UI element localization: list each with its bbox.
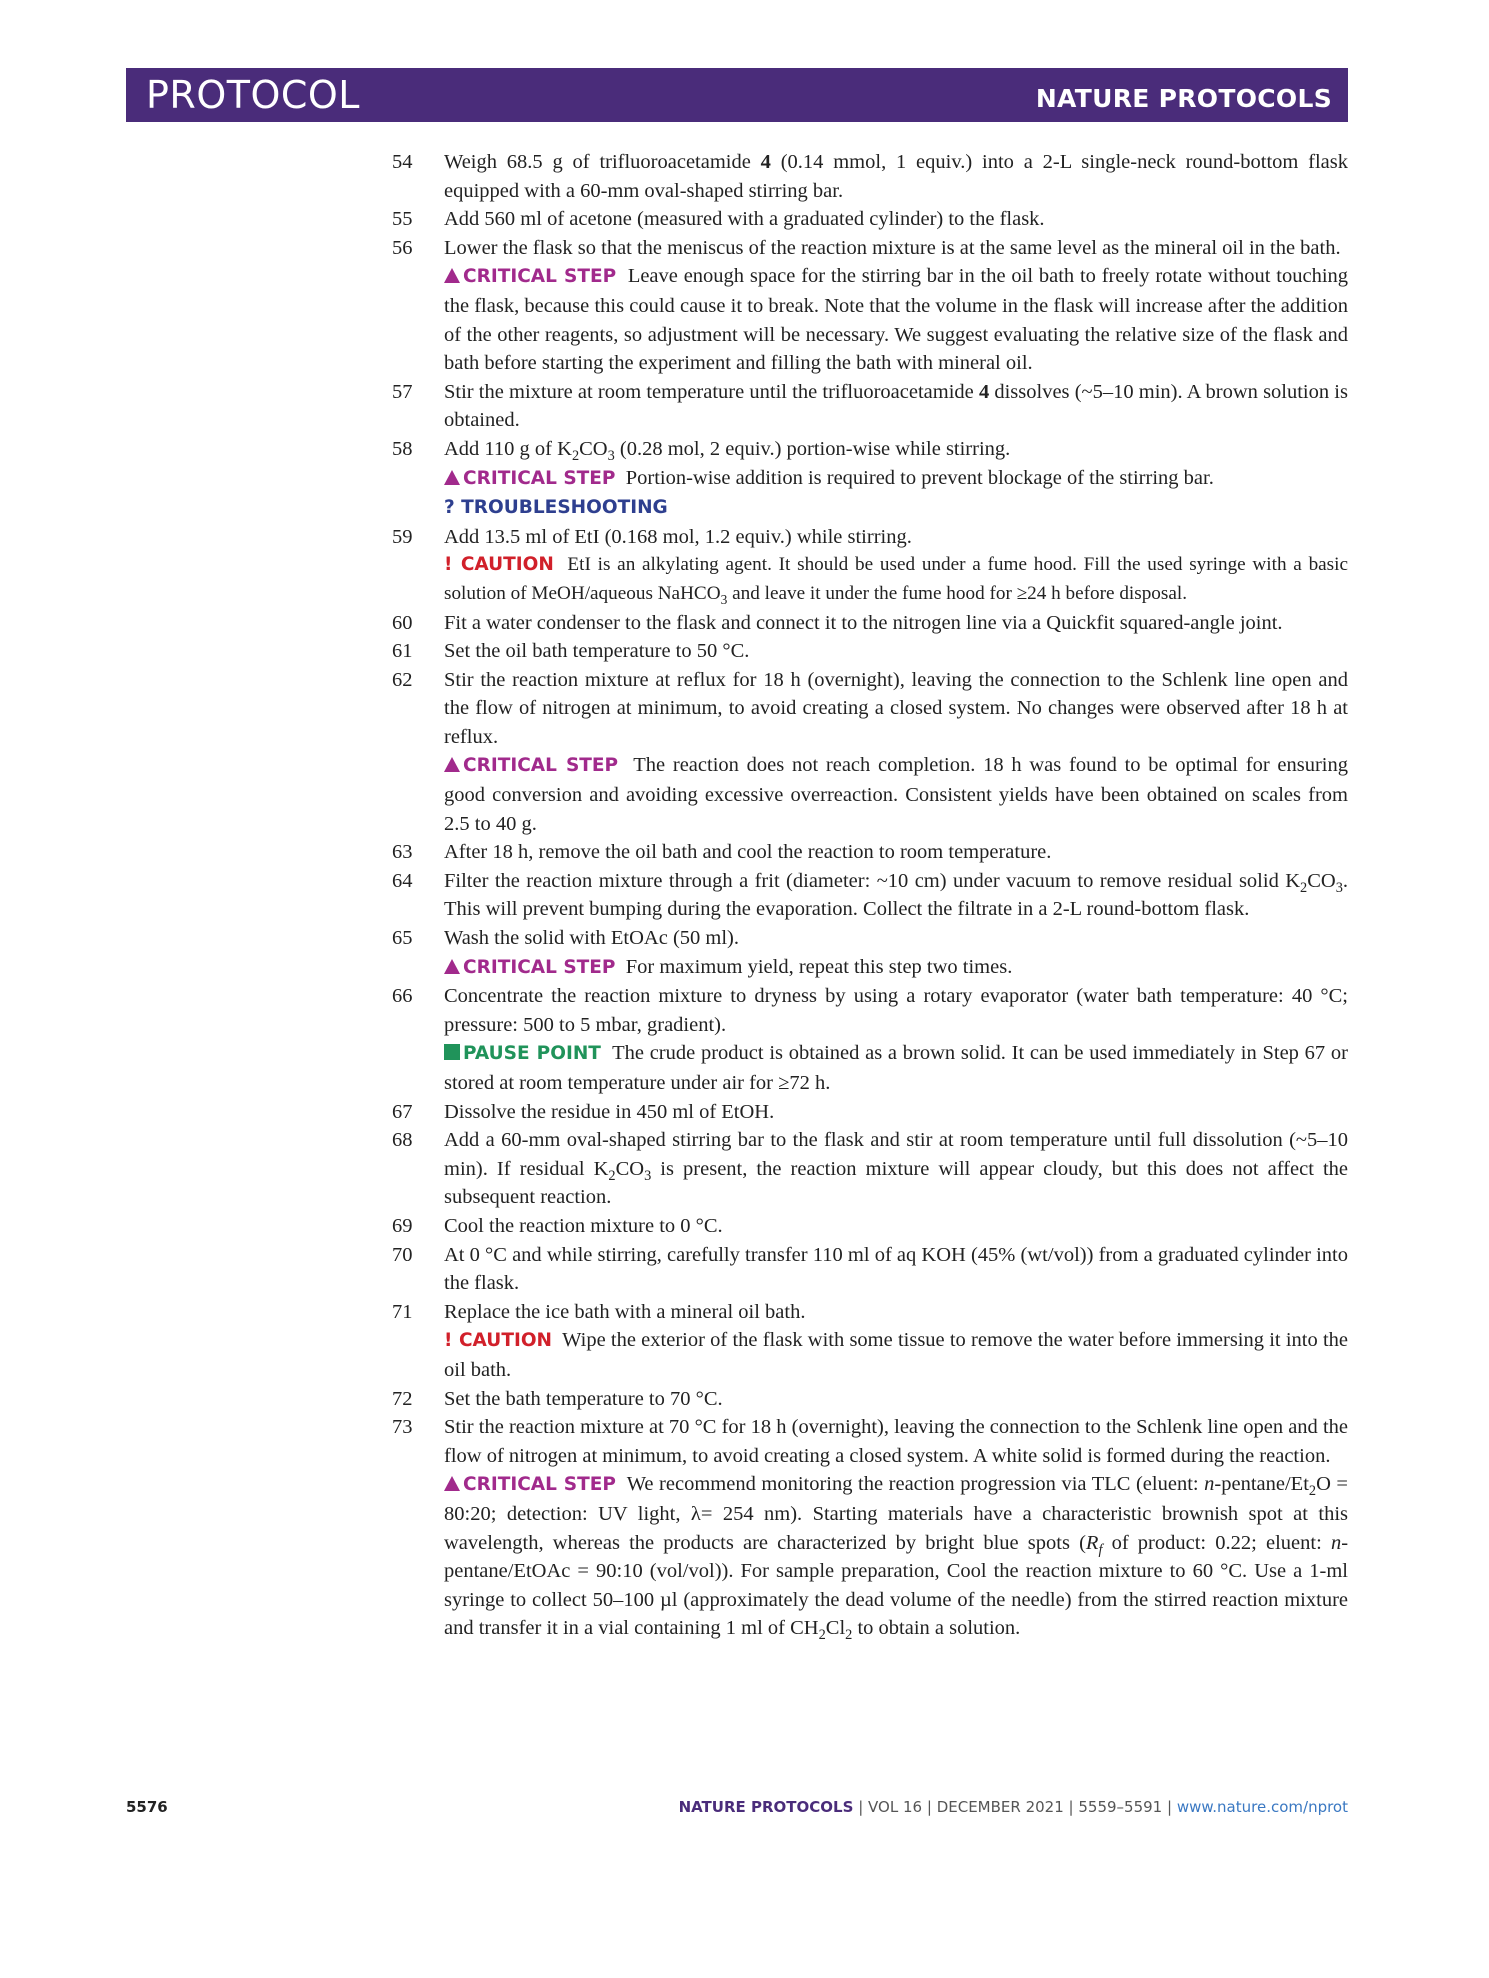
critical-step-note: CRITICAL STEP Leave enough space for the stirring bar in the oil bath to freely rotate without touching the flask, because this could cause it to break. Note that the volume in the flask will increase after the addition of the other reagents, so adjustment will be necessary. We suggest evaluating the relative size of the flask and bath before starting the experiment and filling the bath with mineral oil.	[444, 265, 1349, 375]
step-text: Stir the reaction mixture at 70 °C for 18 h (overnight), leaving the connection to the Schlenk line open and the flow of nitrogen at minimum, to avoid creating a closed system. A white solid is formed during the reaction.	[444, 1416, 1348, 1467]
step-60	[392, 609, 1348, 638]
triangle-icon	[444, 757, 460, 772]
step-number: 56	[392, 236, 413, 259]
step-text: Dissolve the residue in 450 ml of EtOH.	[444, 1100, 775, 1123]
step-59	[392, 523, 1348, 609]
triangle-icon	[444, 959, 460, 974]
step-text: Set the oil bath temperature to 50 °C.	[444, 640, 750, 663]
step-text: Add 110 g of $K_2CO_3$ (0.28 mol, 2 equiv.) portion-wise while stirring.	[444, 437, 1011, 465]
critical-step-note: CRITICAL STEP The reaction does not reach completion. 18 h was found to be optimal for ensuring good conversion and avoiding excessive overreaction. Consistent yields have been obtained on scales from 2.5 to 40 g.	[444, 754, 1348, 835]
step-text: Concentrate the reaction mixture to dryness by using a rotary evaporator (water bath temperature: 40 °C; pressure: 500 to 5 mbar, gradient).	[444, 985, 1348, 1036]
critical-step-note: CRITICAL STEP For maximum yield, repeat this step two times.	[444, 953, 1348, 983]
step-55	[392, 205, 1348, 234]
step-number: 59	[392, 525, 413, 548]
step-text: Stir the mixture at room temperature until the trifluoroacetamide 4 dissolves (~5–10 min). A brown solution is obtained.	[444, 380, 1348, 432]
step-61	[392, 637, 1348, 666]
step-text: Wash the solid with EtOAc (50 ml).	[444, 927, 739, 950]
step-text: Add 560 ml of acetone (measured with a graduated cylinder) to the flask.	[444, 208, 1045, 231]
step-67	[392, 1098, 1348, 1127]
step-63	[392, 838, 1348, 867]
step-text: Weigh 68.5 g of trifluoroacetamide 4 (0.14 mmol, 1 equiv.) into a 2-L single-neck round-bottom flask equipped with a 60-mm oval-shaped stirring bar.	[444, 151, 1348, 202]
step-number: 63	[392, 841, 413, 864]
step-number: 66	[392, 985, 413, 1008]
step-number: 54	[392, 151, 413, 173]
step-number: 64	[392, 869, 413, 892]
troubleshooting-link[interactable]: ? TROUBLESHOOTING	[444, 497, 668, 519]
journal-url-link[interactable]: www.nature.com/nprot	[1176, 1798, 1348, 1816]
step-text: After 18 h, remove the oil bath and cool the reaction to room temperature.	[444, 841, 1052, 864]
step-text: Cool the reaction mixture to 0 °C.	[444, 1214, 723, 1237]
step-64	[392, 867, 1348, 924]
step-number: 61	[392, 640, 413, 663]
triangle-icon	[444, 1476, 460, 1491]
step-number: 69	[392, 1214, 413, 1237]
step-number: 62	[392, 668, 413, 691]
step-text: Lower the flask so that the meniscus of the reaction mixture is at the same level as the mineral oil in the bath.	[444, 236, 1341, 259]
step-54	[392, 148, 1348, 205]
step-text: Add 13.5 ml of EtI (0.168 mol, 1.2 equiv.) while stirring.	[444, 525, 912, 548]
step-65	[392, 924, 1348, 982]
step-69	[392, 1212, 1348, 1241]
page-number: 5576	[126, 1798, 168, 1816]
triangle-icon	[444, 268, 460, 283]
step-number: 72	[392, 1387, 413, 1410]
header-bar	[126, 68, 1348, 122]
step-number: 70	[392, 1243, 413, 1266]
section-label: PROTOCOL	[146, 73, 360, 117]
pause-point-note: PAUSE POINT The crude product is obtained as a brown solid. It can be used immediately in Step 67 or stored at room temperature under air for ≥72 h.	[444, 1042, 1348, 1094]
critical-step-note: CRITICAL STEP Portion-wise addition is required to prevent blockage of the stirring bar.	[444, 464, 1348, 494]
step-68	[392, 1126, 1348, 1212]
journal-name: NATURE PROTOCOLS	[1035, 83, 1332, 113]
step-number: 58	[392, 437, 413, 460]
step-number: 55	[392, 208, 413, 231]
step-71	[392, 1298, 1348, 1385]
step-text: Set the bath temperature to 70 °C.	[444, 1387, 723, 1410]
step-number: 65	[392, 927, 413, 950]
step-72	[392, 1385, 1348, 1414]
step-number: 57	[392, 380, 413, 403]
triangle-icon	[444, 470, 460, 485]
step-text: Replace the ice bath with a mineral oil bath.	[444, 1300, 806, 1323]
step-57	[392, 378, 1348, 435]
caution-note: ! CAUTION Wipe the exterior of the flask with some tissue to remove the water before immersing it into the oil bath.	[444, 1329, 1348, 1381]
square-icon	[444, 1044, 460, 1060]
step-62	[392, 666, 1348, 839]
step-text: Stir the reaction mixture at reflux for 18 h (overnight), leaving the connection to the Schlenk line open and the flow of nitrogen at minimum, to avoid creating a closed system. No changes were observed after 18 h at reflux.	[444, 668, 1348, 748]
step-70	[392, 1241, 1348, 1298]
page-footer	[126, 1798, 1348, 1822]
critical-step-note: CRITICAL STEP We recommend monitoring the reaction progression via TLC (eluent: $n-pentane/Et_2O$ = 80:20; detection: UV light, λ= 254 nm). Starting materials have a characteristic brownish spot at this wavelength, whereas the products are characterized by bright blue spots ($R_f$ of product: 0.22; eluent: n-pentane/EtOAc = 90:10 (vol/vol)). For sample preparation, Cool the reaction mixture to 60 °C. Use a 1-ml syringe to collect 50–100 µl (approximately the dead volume of the needle) from the stirred reaction mixture and transfer it in a vial containing 1 ml of $CH_2Cl_2$ to obtain a solution.	[444, 1473, 1349, 1644]
citation: NATURE PROTOCOLS | VOL 16 | DECEMBER 2021 | 5559–5591 | www.nature.com/nprot	[678, 1798, 1348, 1816]
step-58	[392, 435, 1348, 523]
step-56	[392, 234, 1348, 378]
step-text: Add a 60-mm oval-shaped stirring bar to the flask and stir at room temperature until full dissolution (~5–10 min). If residual $K_2CO_3$ is present, the reaction mixture will appear cloudy, but this does not affect the subsequent reaction.	[444, 1129, 1348, 1209]
step-text: At 0 °C and while stirring, carefully transfer 110 ml of aq KOH (45% (wt/vol)) from a graduated cylinder into the flask.	[444, 1243, 1348, 1295]
step-number: 60	[392, 611, 413, 634]
caution-note: ! CAUTION EtI is an alkylating agent. It should be used under a fume hood. Fill the used syringe with a basic solution of MeOH/aqueous NaHCO$_3$ and leave it under the fume hood for ≥24 h before disposal.	[444, 554, 1348, 607]
step-number: 67	[392, 1100, 413, 1123]
step-number: 68	[392, 1129, 413, 1152]
step-number: 71	[392, 1300, 413, 1323]
step-text: Fit a water condenser to the flask and connect it to the nitrogen line via a Quickfit squared-angle joint.	[444, 611, 1283, 634]
step-73	[392, 1413, 1348, 1643]
step-text: Filter the reaction mixture through a frit (diameter: ~10 cm) under vacuum to remove residual solid $K_2CO_3$. This will prevent bumping during the evaporation. Collect the filtrate in a 2-L round-bottom flask.	[444, 869, 1348, 921]
procedure-steps	[392, 148, 1348, 1643]
step-number: 73	[392, 1416, 413, 1439]
step-66	[392, 982, 1348, 1097]
